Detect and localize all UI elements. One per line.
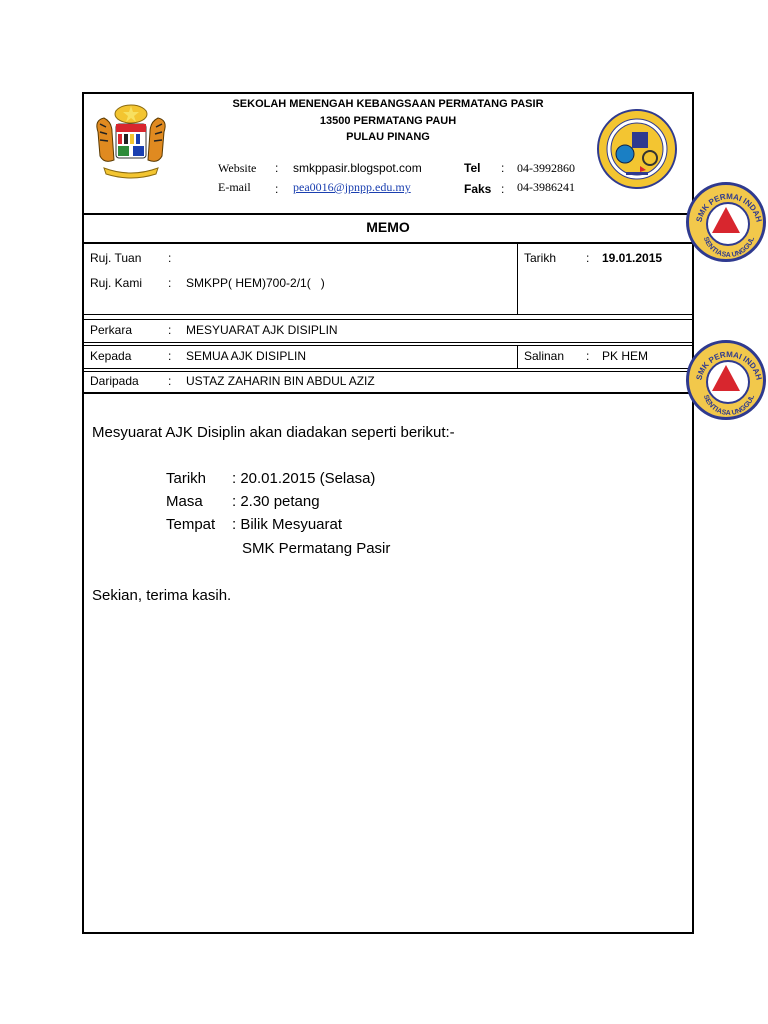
svg-text:SMK PERMAI INDAH	[694, 192, 763, 223]
kepada-bottom-line	[84, 368, 692, 369]
daripada-top-line	[84, 371, 692, 372]
stamp-top-text: SMK PERMAI INDAH	[694, 191, 764, 224]
school-badge-icon	[596, 108, 678, 190]
tarikh-colon: :	[586, 251, 590, 265]
website-colon: :	[275, 161, 279, 175]
body-masa-value: : 2.30 petang	[232, 493, 320, 510]
svg-text:SMK PERMAI INDAH	[694, 350, 763, 381]
body-tempat-label: Tempat	[166, 516, 216, 533]
perkara-value: MESYUARAT AJK DISIPLIN	[186, 323, 338, 337]
body-closing: Sekian, terima kasih.	[92, 587, 232, 604]
tel-label: Tel	[464, 161, 481, 175]
salinan-label: Salinan	[524, 349, 565, 363]
body-tarikh-label: Tarikh	[166, 470, 207, 487]
stamp-top-text-2: SMK PERMAI INDAH	[694, 349, 764, 382]
fax-colon: :	[501, 182, 505, 196]
body-masa-label: Masa	[166, 493, 203, 510]
svg-text:SENTIASA UNGGUL	[702, 393, 756, 417]
website-label: Website	[218, 161, 257, 175]
perkara-label: Perkara	[90, 323, 133, 337]
ruj-tuan-colon: :	[168, 251, 172, 265]
perkara-top-line	[84, 319, 692, 320]
school-address-line2: PULAU PINANG	[346, 131, 430, 143]
kepada-label: Kepada	[90, 349, 132, 363]
kepada-top-line	[84, 345, 692, 346]
kepada-value: SEMUA AJK DISIPLIN	[186, 349, 307, 363]
ruj-tuan-label: Ruj. Tuan	[90, 251, 142, 265]
email-label: E-mail	[218, 180, 251, 194]
memo-title-divider	[84, 242, 692, 244]
stamp-ring-text-2	[689, 343, 768, 423]
body-tempat-value: : Bilik Mesyuarat	[232, 516, 343, 533]
salinan-value: PK HEM	[602, 349, 649, 363]
header-divider	[84, 213, 692, 215]
daripada-label: Daripada	[90, 374, 139, 388]
ruj-kami-colon: :	[168, 276, 172, 290]
stamp-bottom-text: SENTIASA UNGGUL	[701, 236, 757, 260]
email-link[interactable]: pea0016@jpnpp.edu.my	[293, 180, 411, 194]
body-intro: Mesyuarat AJK Disiplin akan diadakan seperti berikut:-	[92, 424, 455, 441]
perkara-colon: :	[168, 323, 172, 337]
daripada-bottom-line	[84, 392, 692, 394]
perkara-bottom-line	[84, 342, 692, 343]
salinan-divider	[517, 345, 518, 368]
email-colon: :	[275, 182, 279, 196]
website-value[interactable]: smkppasir.blogspot.com	[293, 161, 422, 175]
memo-frame	[82, 92, 694, 934]
body-tempat-value-2: SMK Permatang Pasir	[242, 540, 391, 557]
body-tarikh-value: : 20.01.2015 (Selasa)	[232, 470, 376, 487]
salinan-colon: :	[586, 349, 590, 363]
memo-title: MEMO	[366, 219, 410, 235]
tel-colon: :	[501, 161, 505, 175]
stamp-ring-text	[689, 185, 768, 265]
tarikh-value: 19.01.2015	[602, 251, 663, 265]
school-stamp	[686, 182, 766, 262]
fax-value: 04-3986241	[517, 180, 575, 194]
ruj-kami-value: SMKPP( HEM)700-2/1( )	[186, 276, 325, 290]
svg-text:SENTIASA UNGGUL	[702, 235, 756, 259]
tel-value: 04-3992860	[517, 161, 575, 175]
stamp-bottom-text-2: SENTIASA UNGGUL	[701, 394, 757, 418]
fax-label: Faks	[464, 182, 492, 196]
school-stamp-2	[686, 340, 766, 420]
daripada-value: USTAZ ZAHARIN BIN ABDUL AZIZ	[186, 374, 375, 388]
daripada-colon: :	[168, 374, 172, 388]
ruj-kami-label: Ruj. Kami	[90, 276, 143, 290]
kepada-colon: :	[168, 349, 172, 363]
tarikh-divider	[517, 242, 518, 314]
school-name: SEKOLAH MENENGAH KEBANGSAAN PERMATANG PASIR	[232, 98, 544, 110]
ref-bottom-line	[84, 314, 692, 315]
tarikh-label: Tarikh	[524, 251, 557, 265]
school-address-line1: 13500 PERMATANG PAUH	[319, 115, 457, 127]
